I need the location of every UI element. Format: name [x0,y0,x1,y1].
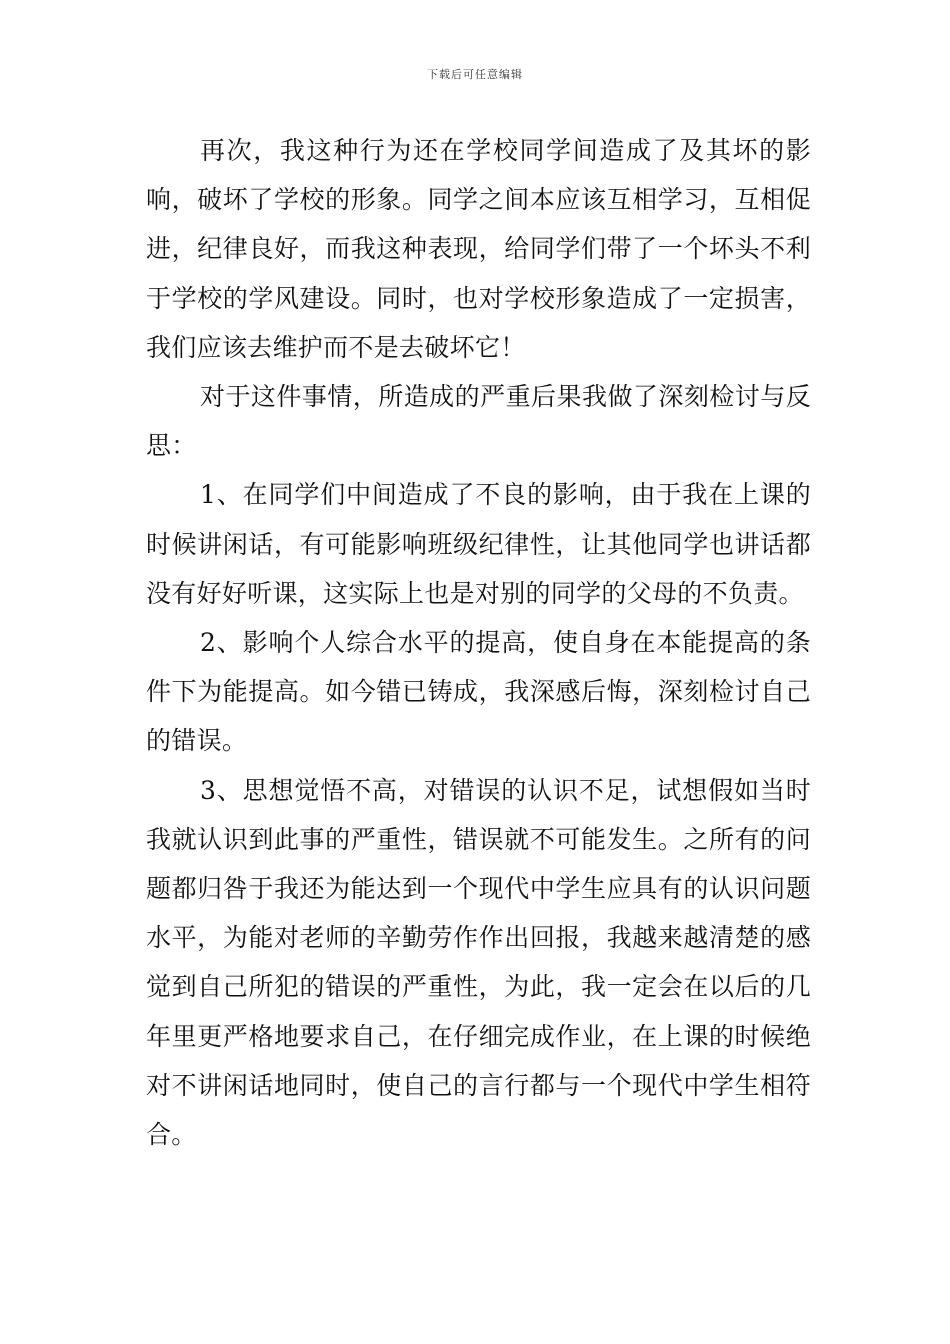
page-header-note: 下载后可任意编辑 [427,68,523,81]
paragraph-point-2: 2、影响个人综合水平的提高，使自身在本能提高的条件下为能提高。如今错已铸成，我深感后悔，深刻检讨自己的错误。 [146,628,811,756]
paragraph-again-impact: 再次，我这种行为还在学校同学间造成了及其坏的影响，破坏了学校的形象。同学之间本应该互相学习，互相促进，纪律良好，而我这种表现，给同学们带了一个坏头不利于学校的学风建设。同时，也对学校形象造成了一定损害，我们应该去维护而不是去破坏它！ [146,136,811,362]
paragraph-reflection-intro: 对于这件事情，所造成的严重后果我做了深刻检讨与反思： [146,382,811,461]
paragraph-point-1: 1、在同学们中间造成了不良的影响，由于我在上课的时候讲闲话，有可能影响班级纪律性，让其他同学也讲话都没有好好听课，这实际上也是对别的同学的父母的不负责。 [146,480,811,608]
document-body [146,126,811,1159]
paragraph-point-3: 3、思想觉悟不高，对错误的认识不足，试想假如当时我就认识到此事的严重性，错误就不可能发生。之所有的问题都归咎于我还为能达到一个现代中学生应具有的认识问题水平，为能对老师的辛勤劳作作出回报，我越来越清楚的感觉到自己所犯的错误的严重性，为此，我一定会在以后的几年里更严格地要求自己，在仔细完成作业，在上课的时候绝对不讲闲话地同时，使自己的言行都与一个现代中学生相符合。 [146,775,811,1150]
